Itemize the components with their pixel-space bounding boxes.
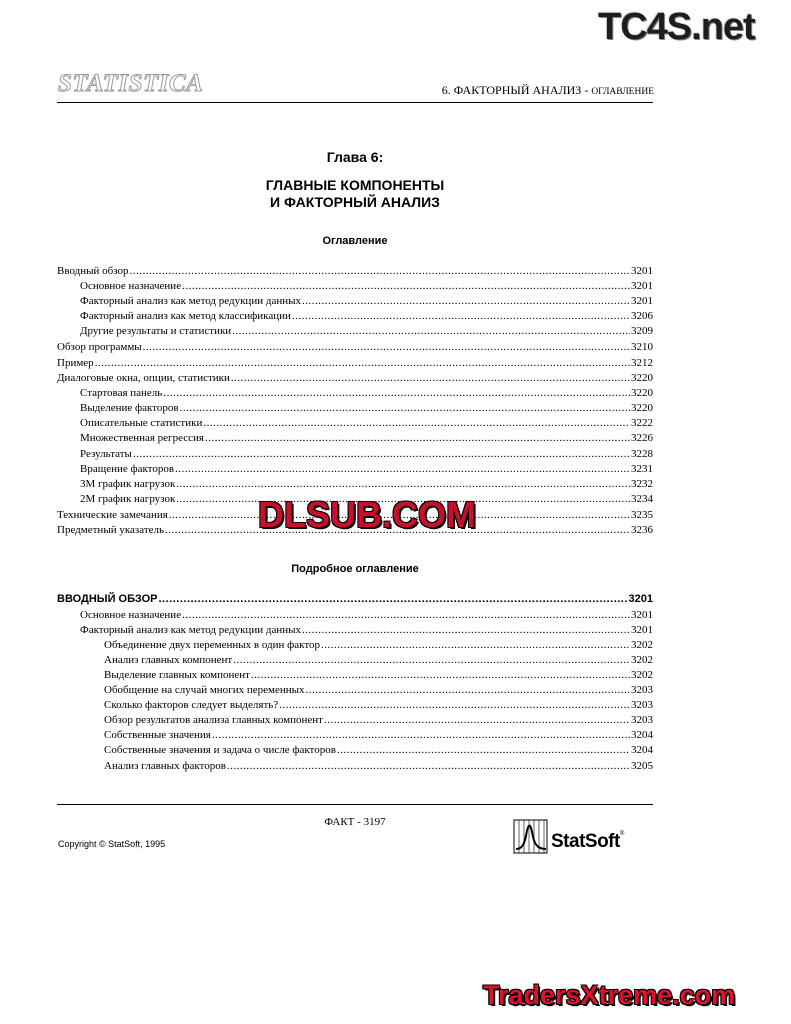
toc-entry-title: Другие результаты и статистики [80,325,232,337]
toc-leader [231,372,630,385]
toc-leader [203,417,630,430]
toc-leader [212,729,630,742]
toc-entry-page: 3202 [631,654,653,666]
header-rule [57,102,653,103]
toc-entry[interactable] [57,341,653,354]
toc-leader [324,714,630,727]
toc-leader [205,432,630,445]
toc-leader [182,609,630,622]
toc-entry-page: 3201 [631,280,653,292]
toc-entry-title: Объединение двух переменных в один фактор [104,639,321,651]
toc-heading: Оглавление [322,235,388,247]
toc-entry-title: Факторный анализ как метод редукции данных [80,295,301,307]
toc-entry[interactable] [80,402,653,415]
toc-entry-page: 3201 [628,593,653,605]
toc-leader [302,295,630,308]
running-head-main: 6. ФАКТОРНЫЙ АНАЛИЗ - [441,83,592,97]
detailed-toc-entry[interactable] [80,609,653,622]
toc-entry-title: Вращение факторов [80,463,175,475]
toc-leader [232,325,630,338]
toc-entry-page: 3204 [631,744,653,756]
toc-entry-title: Множественная регрессия [80,432,204,444]
toc-entry-page: 3203 [631,714,653,726]
toc-entry-page: 3210 [631,341,653,353]
toc-entry-page: 3232 [631,478,653,490]
toc-entry-page: 3201 [631,609,653,621]
toc-entry[interactable] [80,387,653,400]
detailed-toc-entry[interactable] [57,593,653,606]
running-head [442,83,654,98]
chapter-number: Глава 6: [326,149,384,165]
toc-entry[interactable] [80,478,653,491]
toc-leader [180,402,630,415]
toc-entry-title: Основное назначение [80,609,182,621]
running-head-small: ОГЛАВЛЕНИЕ [591,87,654,97]
toc-entry-title: 2М график нагрузок [80,493,176,505]
brand-logo: STATISTICA [58,70,204,97]
detailed-toc-entry[interactable] [80,624,653,637]
watermark-top: TC4S.net [598,6,755,48]
toc-entry-page: 3236 [631,524,653,536]
toc-entry-title: Описательные статистики [80,417,203,429]
toc-entry[interactable] [57,357,653,370]
toc-entry-page: 3235 [631,509,653,521]
toc-entry[interactable] [80,295,653,308]
toc-entry-title: Обзор программы [57,341,142,353]
toc-entry-title: Диалоговые окна, опции, статистики [57,372,230,384]
page-number: ФАКТ - 3197 [324,816,386,828]
detailed-toc-entry[interactable] [104,744,653,757]
toc-entry-page: 3220 [631,402,653,414]
toc-entry-title: Факторный анализ как метод классификации [80,310,291,322]
toc-leader [302,624,630,637]
toc-entry-title: Вводный обзор [57,265,129,277]
toc-leader [130,265,630,278]
toc-entry-title: Собственные значения [104,729,211,741]
toc-entry-page: 3220 [631,372,653,384]
toc-leader [233,654,630,667]
toc-entry[interactable] [80,417,653,430]
toc-entry-title: Пример [57,357,94,369]
toc-entry-page: 3212 [631,357,653,369]
toc-entry-page: 3222 [631,417,653,429]
toc-entry[interactable] [80,448,653,461]
toc-entry-title: Основное назначение [80,280,182,292]
toc-leader [159,593,628,606]
watermark-bottom: TradersXtreme.com [483,980,736,1010]
toc-entry-page: 3231 [631,463,653,475]
toc-leader [163,387,630,400]
toc-entry-page: 3209 [631,325,653,337]
logo-wordmark: StatSoft [551,831,620,852]
toc-entry-page: 3204 [631,729,653,741]
toc-entry-title: Технические замечания [57,509,168,521]
chapter-title-line1: ГЛАВНЫЕ КОМПОНЕНТЫ [265,177,445,193]
toc-entry-page: 3201 [631,265,653,277]
detailed-toc-entry[interactable] [104,669,653,682]
detailed-toc-entry[interactable] [104,729,653,742]
toc-entry-title: Предметный указатель [57,524,165,536]
detailed-toc-entry[interactable] [104,654,653,667]
toc-leader [337,744,630,757]
detailed-toc-entry[interactable] [104,699,653,712]
toc-leader [133,448,630,461]
toc-leader [251,669,630,682]
toc-entry-page: 3201 [631,295,653,307]
toc-leader [143,341,630,354]
toc-entry[interactable] [57,372,653,385]
toc-leader [95,357,630,370]
toc-entry[interactable] [80,310,653,323]
toc-entry-title: Собственные значения и задача о числе факторов [104,744,336,756]
detailed-toc-entry[interactable] [104,760,653,773]
toc-leader [182,280,630,293]
toc-entry-page: 3202 [631,639,653,651]
toc-leader [175,463,630,476]
toc-entry-title: Анализ главных компонент [104,654,233,666]
toc-leader [279,699,630,712]
toc-entry-page: 3203 [631,684,653,696]
toc-entry-page: 3228 [631,448,653,460]
toc-entry[interactable] [80,325,653,338]
toc-entry-page: 3206 [631,310,653,322]
toc-entry-title: Сколько факторов следует выделять? [104,699,279,711]
toc-entry-title: Анализ главных факторов [104,760,226,772]
detailed-toc-entry[interactable] [104,684,653,697]
footer-rule [57,804,653,805]
toc-entry-page: 3202 [631,669,653,681]
toc-entry-page: 3226 [631,432,653,444]
toc-entry-title: Выделение факторов [80,402,179,414]
detailed-toc-entry[interactable] [104,714,653,727]
toc-entry[interactable] [80,432,653,445]
toc-entry[interactable] [57,265,653,278]
toc-entry-title: ВВОДНЫЙ ОБЗОР [57,593,158,605]
copyright: Copyright © StatSoft, 1995 [58,839,166,849]
toc-entry[interactable] [80,463,653,476]
toc-leader [227,760,630,773]
toc-entry-page: 3203 [631,699,653,711]
logo-registered-mark: ® [619,831,624,837]
toc-entry-title: Стартовая панель [80,387,163,399]
toc-entry-title: Факторный анализ как метод редукции данных [80,624,301,636]
toc-entry[interactable] [80,280,653,293]
toc-leader [306,684,631,697]
toc-entry-page: 3205 [631,760,653,772]
toc-leader [176,478,630,491]
toc-leader [292,310,630,323]
toc-entry-title: Выделение главных компонент [104,669,250,681]
watermark-middle: DLSUB.COM [258,494,476,535]
chapter-title-line2: И ФАКТОРНЫЙ АНАЛИЗ [270,194,440,210]
toc-entry-page: 3220 [631,387,653,399]
toc-entry-page: 3234 [631,493,653,505]
toc-leader [321,639,630,652]
statsoft-logo-text [551,831,624,853]
detailed-toc-entry[interactable] [104,639,653,652]
toc-entry-title: Обзор результатов анализа главных компонент [104,714,323,726]
detailed-toc-heading: Подробное оглавление [291,563,419,575]
toc-entry-title: Обобщение на случай многих переменных [104,684,305,696]
toc-entry-title: 3М график нагрузок [80,478,176,490]
toc-entry-page: 3201 [631,624,653,636]
toc-entry-title: Результаты [80,448,132,460]
